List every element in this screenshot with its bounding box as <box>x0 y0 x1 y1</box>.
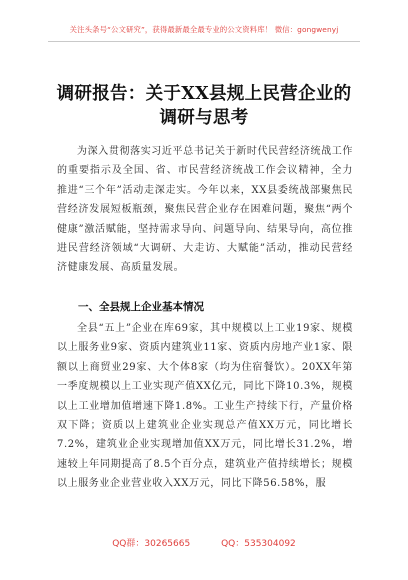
title-line-2: 调研与思考 <box>159 108 249 128</box>
title-line-1: 调研报告：关于XX县规上民营企业的 <box>56 84 352 104</box>
header-divider <box>48 41 360 42</box>
footer-qq-group: QQ群：30265665 <box>112 539 191 549</box>
section-paragraph-text: 全县“五上”企业在库69家，其中规模以上工业19家、规模以上服务业9家、资质内建筑业11家、资质内房地产业1家、限额以上商贸业29家、大个体8家（均为住宿餐饮）。20XX年第一季度规模以上工业实现产值XX亿元，同比下降10.3%，规模以上工业增加值增速下降1.8%。工业生产持续下行，产量价格双下降；资质以上建筑业企业实现总产值XX万元，同比增长7.2%，建筑业企业实现增加值XX万元，同比增长31.2%，增速较上年同期提高了8.5个百分点，建筑业产值持续增长；规模以上服务业企业营业收入XX万元，同比下降56.58%，服 <box>57 323 353 490</box>
header-banner: 关注头条号“公文研究”，获得最新最全最专业的公文资料库！ 微信：gongwenyj <box>69 25 339 34</box>
intro-paragraph <box>57 142 353 278</box>
footer-qq: QQ：535304092 <box>221 539 296 549</box>
section-heading: 一、全县规上企业基本情况 <box>78 301 204 313</box>
document-title <box>30 82 378 130</box>
intro-paragraph-text: 为深入贯彻落实习近平总书记关于新时代民营经济统战工作的重要指示及全国、省、市民营经济统战工作会议精神，全力推进“三个年”活动走深走实。今年以来，XX县委统战部聚焦民营经济发展短板瓶颈，聚焦民营企业存在困难问题，聚焦“两个健康”激活赋能，坚持需求导向、问题导向、结果导向，高位推进民营经济领域“大调研、大走访、大赋能”活动，推动民营经济健康发展、高质量发展。 <box>57 146 353 274</box>
section-paragraph <box>57 319 353 494</box>
footer-contact <box>0 536 408 549</box>
